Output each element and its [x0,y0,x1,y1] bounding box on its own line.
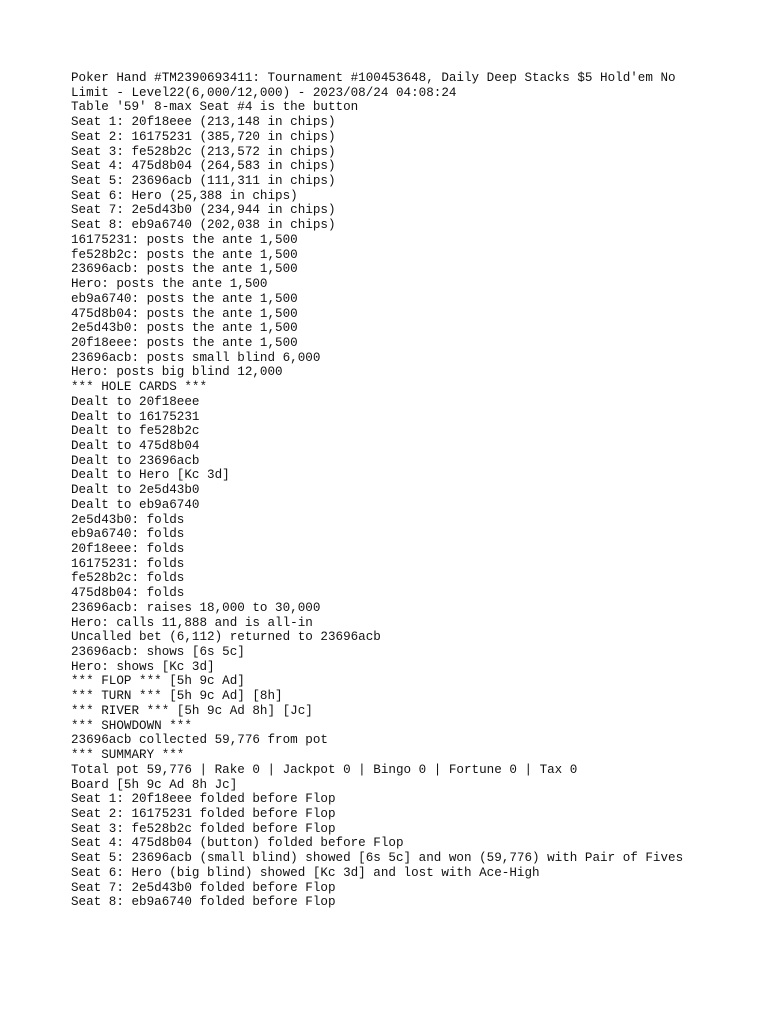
seat-line: Seat 4: 475d8b04 (264,583 in chips) [71,159,336,174]
ante-line: Hero: posts the ante 1,500 [71,277,268,292]
section-heading: *** FLOP *** [5h 9c Ad] [71,674,245,689]
action-line: eb9a6740: folds [71,527,185,542]
dealt-line: Dealt to 475d8b04 [71,438,200,453]
showdown-line: Hero: shows [Kc 3d] [71,659,215,674]
summary-seat-line: Seat 3: fe528b2c folded before Flop [71,821,336,836]
hand-history-document [71,71,751,910]
dealt-line: Dealt to 20f18eee [71,394,200,409]
dealt-line: Dealt to 23696acb [71,453,200,468]
action-line: Hero: calls 11,888 and is all-in [71,615,313,630]
header-line: Poker Hand #TM2390693411: Tournament #100453648, Daily Deep Stacks $5 Hold'em No [71,71,676,85]
section-heading: *** RIVER *** [5h 9c Ad 8h] [Jc] [71,703,313,718]
dealt-line: Dealt to 2e5d43b0 [71,483,200,498]
dealt-line: Dealt to Hero [Kc 3d] [71,468,230,483]
summary-line: Total pot 59,776 | Rake 0 | Jackpot 0 | Bingo 0 | Fortune 0 | Tax 0 [71,762,578,777]
ante-line: 475d8b04: posts the ante 1,500 [71,306,298,321]
action-line: Uncalled bet (6,112) returned to 23696acb [71,630,381,645]
ante-line: eb9a6740: posts the ante 1,500 [71,291,298,306]
header-line: Limit - Level22(6,000/12,000) - 2023/08/24 04:08:24 [71,85,457,100]
section-heading: *** HOLE CARDS *** [71,380,208,395]
table-info-line: Table '59' 8-max Seat #4 is the button [71,100,359,115]
summary-seat-line: Seat 7: 2e5d43b0 folded before Flop [71,880,336,895]
section-heading: *** SUMMARY *** [71,748,185,763]
showdown-line: 23696acb: shows [6s 5c] [71,645,245,660]
ante-line: fe528b2c: posts the ante 1,500 [71,247,298,262]
summary-seat-line: Seat 4: 475d8b04 (button) folded before Flop [71,836,404,851]
seat-line: Seat 2: 16175231 (385,720 in chips) [71,129,336,144]
summary-seat-line: Seat 5: 23696acb (small blind) showed [6s 5c] and won (59,776) with Pair of Fives [71,851,684,866]
ante-line: 2e5d43b0: posts the ante 1,500 [71,321,298,336]
summary-seat-line: Seat 2: 16175231 folded before Flop [71,806,336,821]
seat-line: Seat 5: 23696acb (111,311 in chips) [71,174,336,189]
action-line: 475d8b04: folds [71,586,185,601]
action-line: 23696acb: raises 18,000 to 30,000 [71,600,321,615]
ante-line: 23696acb: posts the ante 1,500 [71,262,298,277]
summary-seat-line: Seat 8: eb9a6740 folded before Flop [71,895,336,910]
dealt-line: Dealt to eb9a6740 [71,497,200,512]
ante-line: 20f18eee: posts the ante 1,500 [71,335,298,350]
dealt-line: Dealt to fe528b2c [71,424,200,439]
seat-line: Seat 6: Hero (25,388 in chips) [71,188,298,203]
action-line: 16175231: folds [71,556,185,571]
blind-line: Hero: posts big blind 12,000 [71,365,283,380]
summary-seat-line: Seat 1: 20f18eee folded before Flop [71,792,336,807]
blind-line: 23696acb: posts small blind 6,000 [71,350,321,365]
seat-line: Seat 3: fe528b2c (213,572 in chips) [71,144,336,159]
seat-line: Seat 7: 2e5d43b0 (234,944 in chips) [71,203,336,218]
action-line: 2e5d43b0: folds [71,512,185,527]
action-line: 20f18eee: folds [71,542,185,556]
summary-seat-line: Seat 6: Hero (big blind) showed [Kc 3d] and lost with Ace-High [71,865,540,880]
action-line: fe528b2c: folds [71,571,185,586]
ante-line: 16175231: posts the ante 1,500 [71,232,298,247]
section-heading: *** TURN *** [5h 9c Ad] [8h] [71,689,283,704]
section-heading: *** SHOWDOWN *** [71,718,192,733]
seat-line: Seat 8: eb9a6740 (202,038 in chips) [71,218,336,233]
dealt-line: Dealt to 16175231 [71,409,200,424]
result-line: 23696acb collected 59,776 from pot [71,733,328,748]
seat-line: Seat 1: 20f18eee (213,148 in chips) [71,115,336,130]
summary-line: Board [5h 9c Ad 8h Jc] [71,777,238,792]
